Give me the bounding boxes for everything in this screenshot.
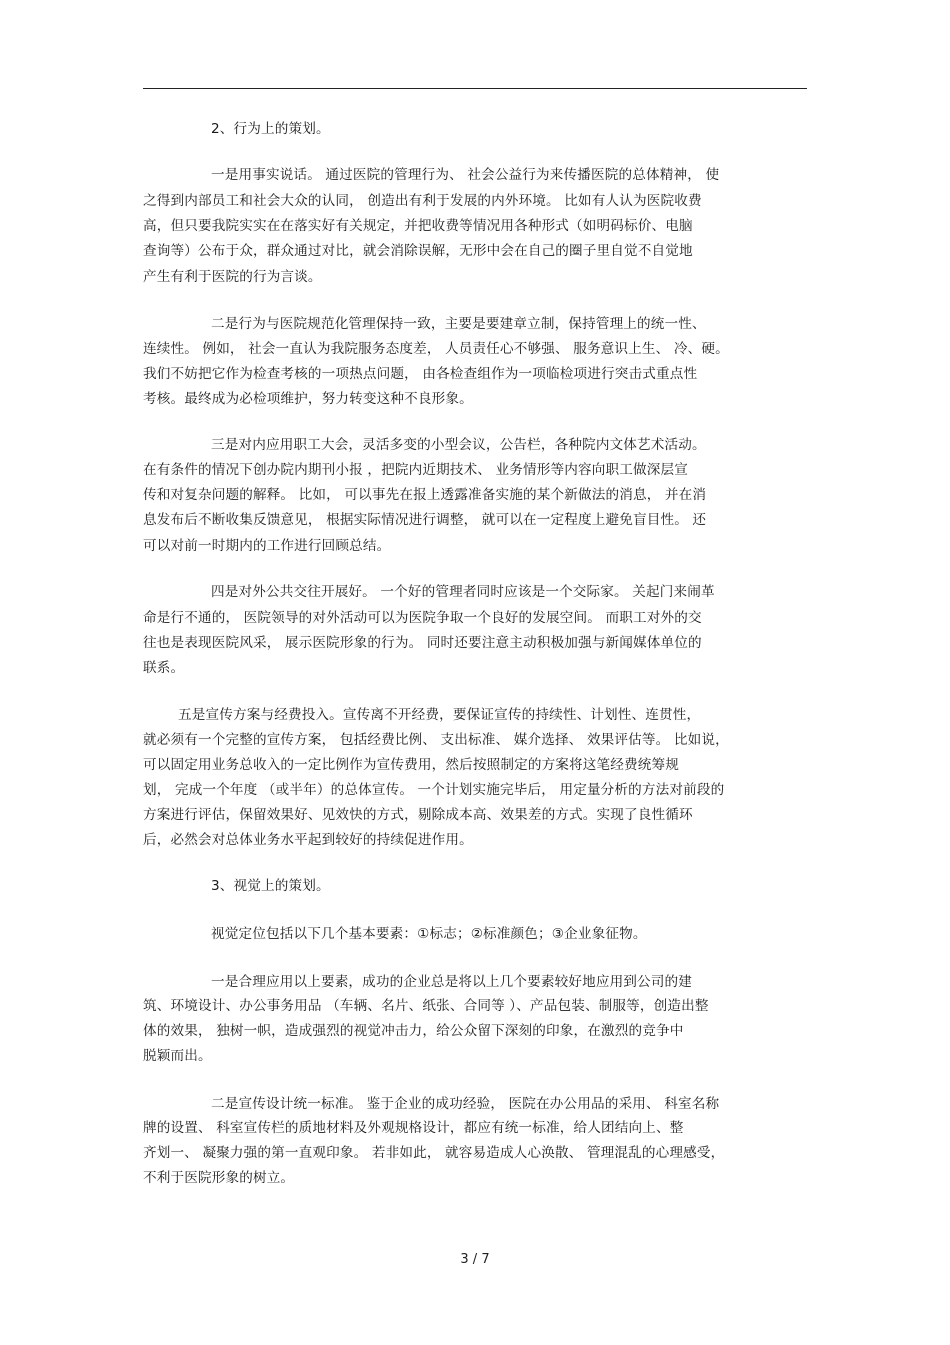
p7-line: 一是合理应用以上要素，成功的企业总是将以上几个要素较好地应用到公司的建 xyxy=(211,974,693,990)
p2-line: 考核。最终成为必检项维护，努力转变这种不良形象。 xyxy=(143,391,473,407)
p1-line: 高，但只要我院实实在在落实好有关规定，并把收费等情况用各种形式（如明码标价、电脑 xyxy=(143,218,693,234)
page-number: 3 / 7 xyxy=(460,1252,490,1267)
p4-line: 命是行不通的， 医院领导的对外活动可以为医院争取一个良好的发展空间。 而职工对外的交 xyxy=(143,610,702,626)
p1-line: 查询等）公布于众，群众通过对比，就会消除误解，无形中会在自己的圈子里自觉不自觉地 xyxy=(143,243,693,259)
p5-line: 后，必然会对总体业务水平起到较好的持续促进作用。 xyxy=(143,832,473,848)
p5-line: 五是宣传方案与经费投入。宣传离不开经费，要保证宣传的持续性、计划性、连贯性， xyxy=(178,707,701,723)
p4-line: 四是对外公共交往开展好。 一个好的管理者同时应该是一个交际家。 关起门来闹革 xyxy=(211,584,715,600)
heading-behavior: 2、行为上的策划。 xyxy=(211,121,330,137)
p3-line: 息发布后不断收集反馈意见， 根据实际情况进行调整， 就可以在一定程度上避免盲目性。 还 xyxy=(143,512,707,528)
p7-line: 脱颖而出。 xyxy=(143,1048,212,1064)
p1-line: 之得到内部员工和社会大众的认同， 创造出有利于发展的内外环境。 比如有人认为医院收费 xyxy=(143,193,702,209)
p2-line: 二是行为与医院规范化管理保持一致，主要是要建章立制，保持管理上的统一性、 xyxy=(211,316,706,332)
p1-line: 一是用事实说话。 通过医院的管理行为、 社会公益行为来传播医院的总体精神， 使 xyxy=(211,167,720,183)
header-rule xyxy=(143,88,807,89)
heading-visual: 3、视觉上的策划。 xyxy=(211,878,330,894)
p7-line: 筑、环境设计、办公事务用品 （车辆、名片、纸张、合同等 ）、产品包装、制服等，创造出整 xyxy=(143,998,709,1014)
p3-line: 在有条件的情况下创办院内期刊小报 ，把院内近期技术、 业务情形等内容向职工做深层宣 xyxy=(143,462,688,478)
p4-line: 往也是表现医院风采， 展示医院形象的行为。 同时还要注意主动积极加强与新闻媒体单位的 xyxy=(143,635,702,651)
p2-line: 我们不妨把它作为检查考核的一项热点问题， 由各检查组作为一项临检项进行突击式重点性 xyxy=(143,366,698,382)
p8-line: 牌的设置、 科室宣传栏的质地材料及外观规格设计，都应有统一标准，给人团结向上、整 xyxy=(143,1120,684,1136)
p3-line: 可以对前一时期内的工作进行回顾总结。 xyxy=(143,538,391,554)
p2-line: 连续性。 例如， 社会一直认为我院服务态度差， 人员责任心不够强、 服务意识上生、 冷、硬。 xyxy=(143,341,729,357)
p4-line: 联系。 xyxy=(143,660,185,676)
p7-line: 体的效果， 独树一帜，造成强烈的视觉冲击力，给公众留下深刻的印象，在激烈的竞争中 xyxy=(143,1023,684,1039)
p5-line: 划， 完成一个年度 （或半年）的总体宣传。 一个计划实施完毕后， 用定量分析的方法对前段的 xyxy=(143,782,725,798)
p8-line: 齐划一、 凝聚力强的第一直观印象。 若非如此， 就容易造成人心涣散、 管理混乱的心理感受， xyxy=(143,1145,725,1161)
p5-line: 就必须有一个完整的宣传方案， 包括经费比例、 支出标准、 媒介选择、 效果评估等。 比如说， xyxy=(143,732,729,748)
p6-line: 视觉定位包括以下几个基本要素：①标志；②标准颜色；③企业象征物。 xyxy=(211,926,647,942)
p1-line: 产生有利于医院的行为言谈。 xyxy=(143,269,322,285)
p8-line: 二是宣传设计统一标准。 鉴于企业的成功经验， 医院在办公用品的采用、 科室名称 xyxy=(211,1096,720,1112)
p3-line: 三是对内应用职工大会，灵活多变的小型会议，公告栏，各种院内文体艺术活动。 xyxy=(211,437,706,453)
p8-line: 不利于医院形象的树立。 xyxy=(143,1170,295,1186)
p5-line: 方案进行评估，保留效果好、见效快的方式，剔除成本高、效果差的方式。实现了良性循环 xyxy=(143,807,693,823)
p3-line: 传和对复杂问题的解释。 比如， 可以事先在报上透露准备实施的某个新做法的消息， 并在消 xyxy=(143,487,707,503)
p5-line: 可以固定用业务总收入的一定比例作为宣传费用，然后按照制定的方案将这笔经费统筹规 xyxy=(143,757,680,773)
